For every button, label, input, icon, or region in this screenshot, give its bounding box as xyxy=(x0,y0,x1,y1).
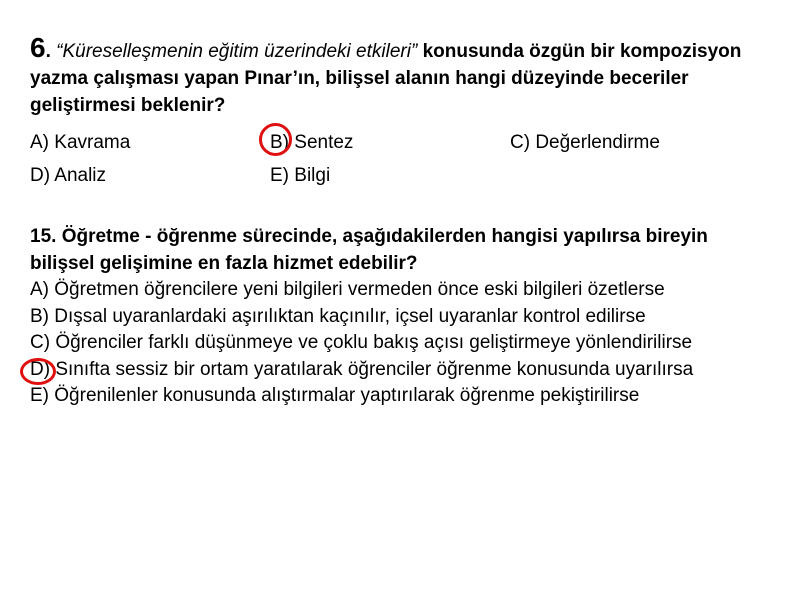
question-6-option-b[interactable]: B) Sentez xyxy=(270,132,354,153)
answer-mark-circle-q6 xyxy=(259,123,292,156)
question-6-option-c[interactable]: C) Değerlendirme xyxy=(510,132,660,153)
question-6-option-a[interactable]: A) Kavrama xyxy=(30,132,131,153)
question-15-option-c[interactable]: C) Öğrenciler farklı düşünmeye ve çoklu bakış açısı geliştirmeye yönlendirilirse xyxy=(30,332,693,353)
question-15-option-b[interactable]: B) Dışsal uyaranlardaki aşırılıktan kaçınılır, içsel uyaranlar kontrol edilirse xyxy=(30,305,646,327)
question-15 xyxy=(30,224,775,410)
question-6-number: 6 xyxy=(30,32,46,63)
question-6-number-period: . xyxy=(45,41,51,62)
question-6-quote: “Küreselleşmenin eğitim üzerindeki etkileri” xyxy=(56,41,418,62)
question-6-option-d[interactable]: D) Analiz xyxy=(30,165,107,186)
question-15-option-d[interactable]: D) Sınıfta sessiz bir ortam yaratılarak öğrenciler öğrenme konusunda uyarılırsa xyxy=(30,358,694,380)
answer-mark-circle-q15 xyxy=(20,358,56,385)
question-6-stem xyxy=(30,34,780,119)
question-6-option-e[interactable]: E) Bilgi xyxy=(270,165,331,186)
question-15-option-e[interactable]: E) Öğrenilenler konusunda alıştırmalar yaptırılarak öğrenme pekiştirilirse xyxy=(30,385,640,406)
question-6-stem-text: konusunda özgün bir kompozisyon yazma çalışması yapan Pınar’ın, bilişsel alanın hangi düzeyinde beceriler geliştirmesi beklenir? xyxy=(30,41,742,116)
question-15-option-a[interactable]: A) Öğretmen öğrencilere yeni bilgileri vermeden önce eski bilgileri özetlerse xyxy=(30,279,665,300)
question-15-stem: 15. Öğretme - öğrenme sürecinde, aşağıdakilerden hangisi yapılırsa bireyin bilişsel gelişimine en fazla hizmet edebilir? xyxy=(30,226,708,274)
